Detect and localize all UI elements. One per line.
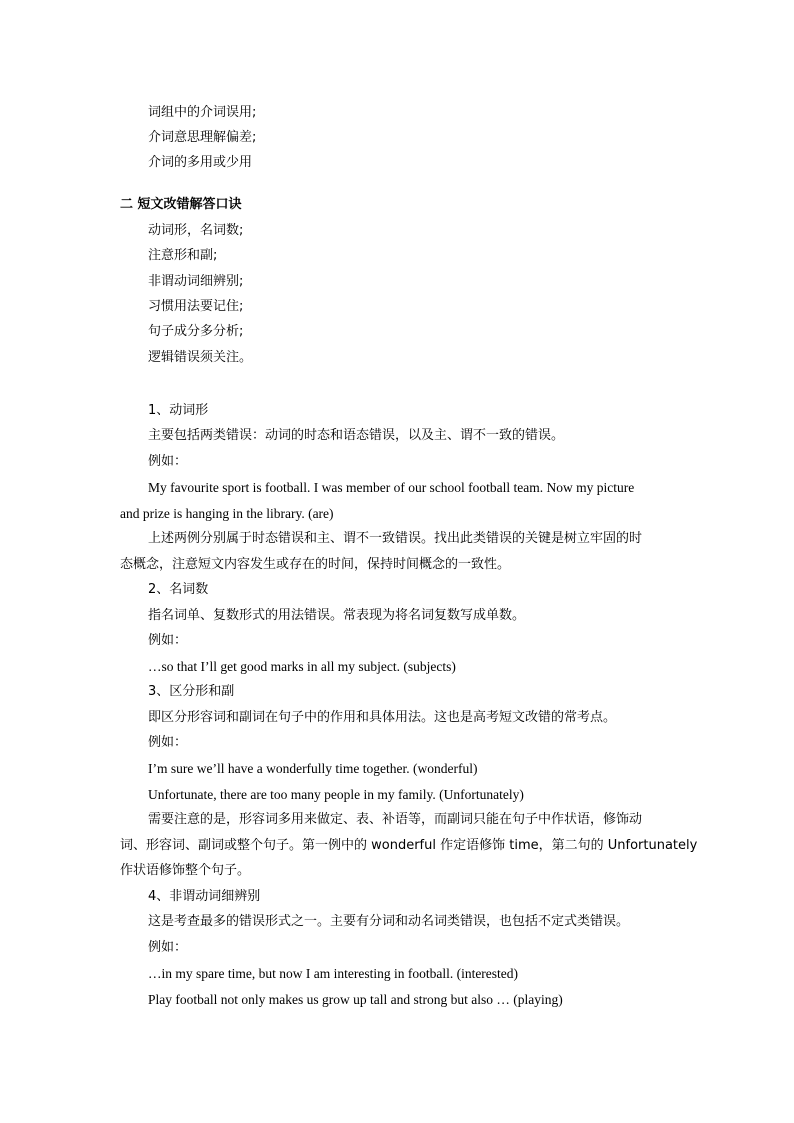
part3-note-line-2: 词、形容词、副词或整个句子。第一例中的 wonderful 作定语修饰 time，第二句的 Unfortunately [120, 838, 698, 853]
part3-example-2: Unfortunate, there are too many people in my family. (Unfortunately) [148, 787, 524, 802]
mnemonic-line-6: 逻辑错误须关注。 [148, 350, 253, 365]
part1-title: 1、动词形 [148, 403, 209, 418]
part4-example-label: 例如： [148, 940, 188, 955]
part1-example-line-1: My favourite sport is football. I was member of our school football team. Now my picture [148, 480, 635, 495]
part1-example-line-2: and prize is hanging in the library. (are) [120, 506, 334, 521]
intro-line-3: 介词的多用或少用 [148, 155, 253, 170]
part4-title: 4、非谓动词细辨别 [148, 889, 261, 904]
part1-note-line-1: 上述两例分别属于时态错误和主、谓不一致错误。找出此类错误的关键是树立牢固的时 [148, 531, 643, 546]
mnemonic-line-5: 句子成分多分析; [148, 324, 244, 339]
part3-note-line-3: 作状语修饰整个句子。 [120, 863, 251, 878]
intro-line-1: 词组中的介词误用; [148, 105, 257, 120]
part2-title: 2、名词数 [148, 582, 209, 597]
part2-desc: 指名词单、复数形式的用法错误。常表现为将名词复数写成单数。 [148, 608, 526, 623]
section-heading: 二 短文改错解答口诀 [120, 197, 242, 212]
part4-example-1: …in my spare time, but now I am interesting in football. (interested) [148, 966, 519, 981]
mnemonic-line-2: 注意形和副; [148, 248, 218, 263]
part3-desc: 即区分形容词和副词在句子中的作用和具体用法。这也是高考短文改错的常考点。 [148, 710, 617, 725]
part3-note-line-1: 需要注意的是，形容词多用来做定、表、补语等，而副词只能在句子中作状语，修饰动 [148, 812, 643, 827]
part1-example-label: 例如： [148, 454, 188, 469]
mnemonic-line-1: 动词形，名词数; [148, 223, 244, 238]
part2-example-label: 例如： [148, 633, 188, 648]
part3-title: 3、区分形和副 [148, 684, 235, 699]
part3-example-label: 例如： [148, 735, 188, 750]
part4-example-2: Play football not only makes us grow up tall and strong but also … (playing) [148, 992, 563, 1007]
part1-desc: 主要包括两类错误：动词的时态和语态错误，以及主、谓不一致的错误。 [148, 428, 565, 443]
part2-example: …so that I’ll get good marks in all my subject. (subjects) [148, 659, 456, 674]
part1-note-line-2: 态概念，注意短文内容发生或存在的时间，保持时间概念的一致性。 [120, 557, 511, 572]
part3-example-1: I’m sure we’ll have a wonderfully time together. (wonderful) [148, 761, 478, 776]
mnemonic-line-3: 非谓动词细辨别; [148, 274, 244, 289]
intro-line-2: 介词意思理解偏差; [148, 130, 257, 145]
part4-desc: 这是考查最多的错误形式之一。主要有分词和动名词类错误，也包括不定式类错误。 [148, 914, 630, 929]
mnemonic-line-4: 习惯用法要记住; [148, 299, 244, 314]
